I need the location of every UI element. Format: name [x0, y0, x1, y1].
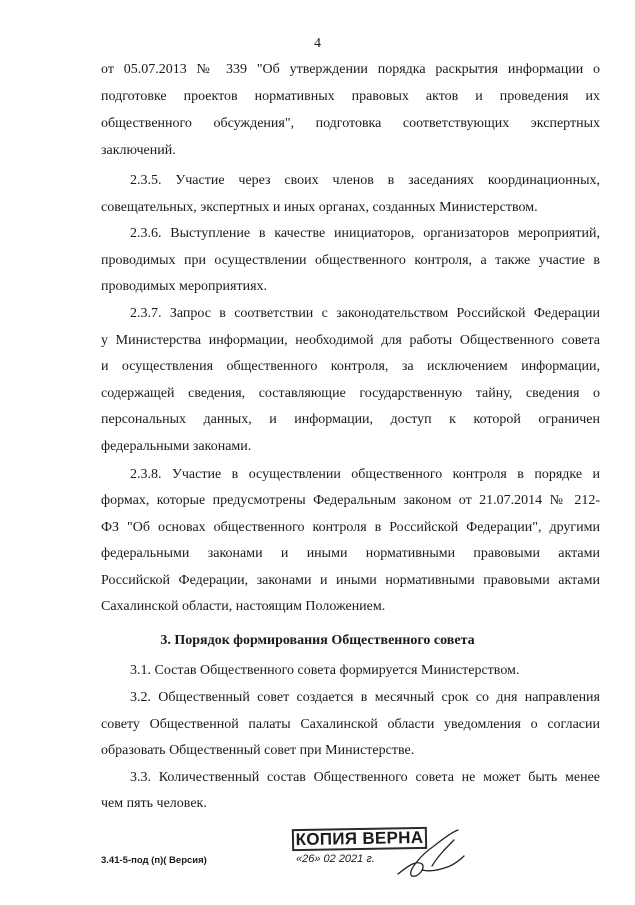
body-line: проводимых мероприятиях. — [101, 279, 268, 294]
body-line: ФЗ "Об основах общественного контроля в Российской Федерации", другими — [101, 520, 600, 535]
body-line: подготовке проектов нормативных правовых актов и проведения их — [101, 89, 600, 104]
body-line: и осуществления общественного контроля, за исключением информации, — [101, 359, 600, 374]
body-line: проводимых при осуществлении общественного контроля, а также участие в — [101, 253, 600, 268]
stamp-date: «26» 02 2021 г. — [296, 853, 375, 865]
body-line: совещательных, экспертных и иных органах, созданных Министерством. — [101, 200, 538, 215]
body-line: Сахалинской области, настоящим Положением. — [101, 599, 386, 614]
body-line: федеральными законами и иными нормативными правовыми актами — [101, 546, 600, 561]
clause-3-1: 3.1. Состав Общественного совета формируется Министерством. — [130, 663, 520, 678]
body-line: заключений. — [101, 143, 176, 158]
body-line: содержащей сведения, составляющие государственную тайну, сведения о — [101, 386, 600, 401]
body-line: совету Общественной палаты Сахалинской области уведомления о согласии — [101, 717, 600, 732]
clause-3-3: 3.3. Количественный состав Общественного совета не может быть менее — [130, 770, 600, 785]
footer-document-code: 3.41-5-под (п)( Версия) — [101, 855, 207, 866]
body-line: общественного обсуждения", подготовка соответствующих экспертных — [101, 116, 600, 131]
clause-2-3-8: 2.3.8. Участие в осуществлении общественного контроля в порядке и — [130, 467, 600, 482]
body-line: образовать Общественный совет при Министерстве. — [101, 743, 415, 758]
clause-2-3-7: 2.3.7. Запрос в соответствии с законодательством Российской Федерации — [130, 306, 600, 321]
signature-icon — [392, 826, 472, 886]
clause-2-3-6: 2.3.6. Выступление в качестве инициаторов, организаторов мероприятий, — [130, 226, 600, 241]
body-line: чем пять человек. — [101, 796, 207, 811]
section-heading: 3. Порядок формирования Общественного совета — [160, 633, 475, 648]
body-line: федеральными законами. — [101, 439, 252, 454]
body-line: Российской Федерации, законами и иными нормативными правовыми актами — [101, 573, 600, 588]
clause-2-3-5: 2.3.5. Участие через своих членов в заседаниях координационных, — [130, 173, 600, 188]
clause-3-2: 3.2. Общественный совет создается в месячный срок со дня направления — [130, 690, 600, 705]
stamp-text: КОПИЯ ВЕРНА — [295, 827, 424, 850]
body-line: у Министерства информации, необходимой для работы Общественного совета — [101, 333, 600, 348]
body-line: персональных данных, и информации, доступ к которой ограничен — [101, 412, 600, 427]
body-line: от 05.07.2013 № 339 "Об утверждении порядка раскрытия информации о — [101, 62, 600, 77]
page-number: 4 — [314, 36, 321, 51]
body-line: формах, которые предусмотрены Федеральным законом от 21.07.2014 № 212- — [101, 493, 600, 508]
